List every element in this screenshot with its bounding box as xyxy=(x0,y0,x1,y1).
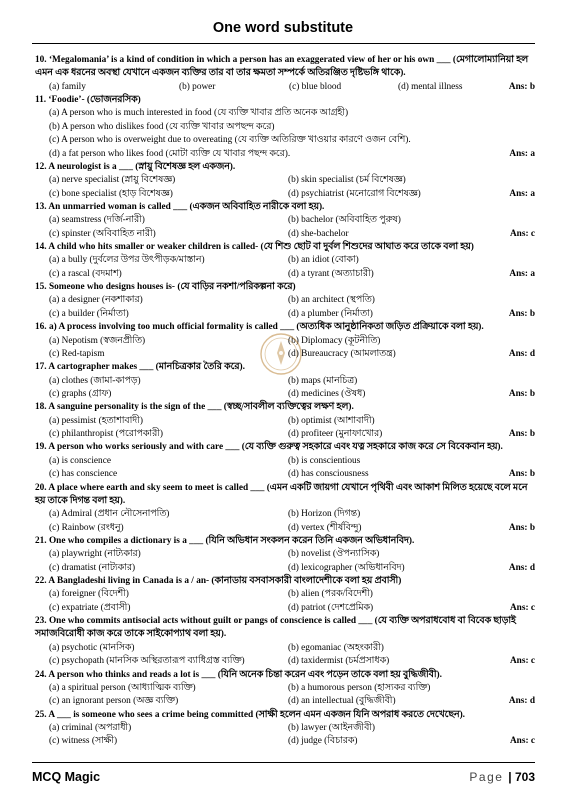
question-stem: 24. A person who thinks and reads a lot is ___ (যিনি অনেক চিন্তা করেন এবং পড়েন তাকে বলা হয় বুদ্ধিজীবী). xyxy=(35,669,442,680)
option: (b) egomaniac (অহংকারী) xyxy=(288,642,384,653)
option-row xyxy=(35,642,535,655)
answer-key: Ans: c xyxy=(509,656,535,667)
option: (c) has conscience xyxy=(49,469,118,480)
option-row xyxy=(35,522,535,535)
answer-key: Ans: b xyxy=(508,308,535,319)
question-stem: 11. ‘Foodie’- (ভোজনরসিক) xyxy=(35,95,141,106)
question-stem: 12. A neurologist is a ___ (স্নায়ু বিশেষজ্ঞ হল একজন). xyxy=(35,161,236,172)
option: (c) witness (সাক্ষী) xyxy=(49,736,118,747)
answer-key: Ans: b xyxy=(508,429,535,440)
option: (d) a plumber (নির্মাতা) xyxy=(288,308,373,319)
option-row xyxy=(35,682,535,695)
question-stem: 22. A Bangladeshi living in Canada is a / an- (কানাডায় বসবাসকারী বাংলাদেশীকে বলা হয় প্রবাসী) xyxy=(35,576,402,587)
option-row xyxy=(35,655,535,668)
option: (d) has consciousness xyxy=(288,469,369,480)
question-stem: 17. A cartographer makes ___ (মানচিত্রকার তৈরি করে). xyxy=(35,362,245,373)
option: (c) an ignorant person (অজ্ঞ ব্যক্তি) xyxy=(49,696,179,707)
option: (a) criminal (অপরাধী) xyxy=(49,722,132,733)
option: (b) optimist (আশাবাদী) xyxy=(288,415,375,426)
option-row xyxy=(35,134,535,147)
question-block xyxy=(35,241,535,281)
option: (d) a tyrant (অত্যাচারী) xyxy=(288,268,374,279)
option: (d) an intellectual (বুদ্ধিজীবী) xyxy=(288,696,396,707)
option-row xyxy=(35,148,535,161)
option: (a) pessimist (হতাশাবাদী) xyxy=(49,415,143,426)
question-stem: 20. A place where earth and sky seem to meet is called ___ (এমন একটি জায়গা যেখানে পৃথিবী এবং আকাশ মিলিত হয়েছে বলে মনে হয় তাকে দিগন্ত বলা হয়). xyxy=(35,482,528,506)
question-stem: 15. Someone who designs houses is- (যে বাড়ির নকশা/পরিকল্পনা করে) xyxy=(35,282,296,293)
option-row xyxy=(35,722,535,735)
answer-key: Ans: c xyxy=(509,228,535,239)
option: (d) Bureaucracy (আমলাতন্ত্র) xyxy=(288,348,396,359)
option: (b) skin specialist (চর্ম বিশেষজ্ঞ) xyxy=(288,175,406,186)
question-block xyxy=(35,575,535,615)
question-list xyxy=(35,54,535,749)
option: (d) psychiatrist (মনোরোগ বিশেষজ্ঞ) xyxy=(288,188,421,199)
header-rule xyxy=(32,43,535,44)
question-block xyxy=(35,54,535,94)
option: (d) judge (বিচারক) xyxy=(288,736,358,747)
option-row xyxy=(35,308,535,321)
option: (c) spinster (অবিবাহিত নারী) xyxy=(49,228,156,239)
option: (c) Red-tapism xyxy=(49,348,105,359)
option-row xyxy=(35,695,535,708)
option: (a) A person who is much interested in food (যে ব্যক্তি খাবার প্রতি অনেক আগ্রহী) xyxy=(49,108,349,119)
option: (a) is conscience xyxy=(49,455,111,466)
option-row xyxy=(35,562,535,575)
option: (c) bone specialist (হাড় বিশেষজ্ঞ) xyxy=(49,188,173,199)
option-row xyxy=(35,455,535,468)
answer-key: Ans: c xyxy=(509,602,535,613)
question-stem: 25. A ___ is someone who sees a crime being committed (সাক্ষী হলেন এমন একজন যিনি অপরাধ করতে দেখেছেন). xyxy=(35,709,466,720)
question-stem: 23. One who commits antisocial acts without guilt or pangs of conscience is called ___ (যে ব্যক্তি অপরাধবোধ বা বিবেক ছাড়াই সমাজবিরোধী কাজ করে তাকে সাইকোপ্যাথ বলা হয়). xyxy=(35,616,516,640)
option-row xyxy=(35,588,535,601)
answer-key: Ans: d xyxy=(508,348,535,359)
option: (a) a spiritual person (আধ্যাত্মিক ব্যক্তি) xyxy=(49,682,196,693)
option: (c) dramatist (নাট্যকার) xyxy=(49,562,136,573)
option-row xyxy=(35,468,535,481)
answer-key: Ans: b xyxy=(508,81,535,92)
option-row xyxy=(35,268,535,281)
option: (d) she-bachelor xyxy=(288,228,349,239)
option: (b) power xyxy=(179,81,216,92)
option: (a) playwright (নাট্যকার) xyxy=(49,549,141,560)
option-row xyxy=(35,294,535,307)
option-row xyxy=(35,508,535,521)
option: (b) novelist (ঔপন্যাসিক) xyxy=(288,549,380,560)
option-row xyxy=(35,81,535,94)
option-row xyxy=(35,388,535,401)
option: (c) a builder (নির্মাতা) xyxy=(49,308,129,319)
option-row xyxy=(35,214,535,227)
option-row xyxy=(35,602,535,615)
footer-rule xyxy=(32,762,535,763)
page-number: 703 xyxy=(514,770,535,784)
option-row xyxy=(35,121,535,134)
question-stem: 14. A child who hits smaller or weaker children is called- (যে শিশু ছোট বা দুর্বল শিশুদের আঘাত করে তাকে বলা হয়) xyxy=(35,242,474,253)
option: (a) clothes (জামা-কাপড়) xyxy=(49,375,141,386)
option: (c) blue blood xyxy=(289,81,342,92)
option: (b) bachelor (অবিবাহিত পুরুষ) xyxy=(288,215,401,226)
option: (c) philanthropist (পরোপকারী) xyxy=(49,429,163,440)
option: (d) lexicographer (অভিধানবিদ) xyxy=(288,562,405,573)
question-block xyxy=(35,441,535,481)
option: (c) Rainbow (রংধনু) xyxy=(49,522,124,533)
option-row xyxy=(35,548,535,561)
option-row xyxy=(35,174,535,187)
option: (b) lawyer (আইনজীবী) xyxy=(288,722,376,733)
option-row xyxy=(35,428,535,441)
page-title: One word substitute xyxy=(212,20,354,36)
answer-key: Ans: d xyxy=(508,696,535,707)
answer-key: Ans: c xyxy=(509,736,535,747)
question-block xyxy=(35,615,535,668)
answer-key: Ans: b xyxy=(508,469,535,480)
answer-key: Ans: d xyxy=(508,562,535,573)
option: (a) foreigner (বিদেশী) xyxy=(49,589,129,600)
question-stem: 19. A person who works seriously and with care ___ (যে ব্যক্তি গুরুত্ব সহকারে এবং যত্ন সহকারে কাজ করে সে বিবেকবান হয়). xyxy=(35,442,503,453)
question-block xyxy=(35,94,535,161)
option: (a) psychotic (মানসিক) xyxy=(49,642,135,653)
question-block xyxy=(35,482,535,535)
option: (d) medicines (ঔষধ) xyxy=(288,388,366,399)
option: (a) seamstress (দর্জি-নারী) xyxy=(49,215,145,226)
question-block xyxy=(35,709,535,749)
option-row xyxy=(35,188,535,201)
answer-key: Ans: b xyxy=(508,388,535,399)
option-row xyxy=(35,107,535,120)
question-stem: 21. One who compiles a dictionary is a ___ (যিনি অভিধান সংকলন করেন তিনি একজন অভিধানবিদ). xyxy=(35,535,415,546)
option: (c) A person who is overweight due to overeating (যে ব্যক্তি অতিরিক্ত খাওয়ার কারণে ওজন বেশি). xyxy=(49,135,411,146)
option-row xyxy=(35,735,535,748)
option: (b) Horizon (দিগন্ত) xyxy=(288,509,361,520)
question-block xyxy=(35,281,535,321)
option: (b) alien (পরক/বিদেশী) xyxy=(288,589,373,600)
option: (a) Admiral (প্রধান নৌসেনাপতি) xyxy=(49,509,170,520)
option: (b) Diplomacy (কূটনীতি) xyxy=(288,335,381,346)
answer-key: Ans: a xyxy=(509,148,535,159)
option: (d) a fat person who likes food (মোটা ব্যক্তি যে খাবার পছন্দ করে). xyxy=(49,148,291,159)
option: (c) a rascal (বদমাশ) xyxy=(49,268,122,279)
question-block xyxy=(35,669,535,709)
question-block xyxy=(35,401,535,441)
option: (c) psychopath (মানসিক অস্থিরতারূপ ব্যাধিগ্রস্ত ব্যক্তি) xyxy=(49,656,245,667)
option: (a) Nepotism (স্বজনপ্রীতি) xyxy=(49,335,146,346)
question-stem: 13. An unmarried woman is called ___ (একজন অবিবাহিত নারীকে বলা হয়). xyxy=(35,201,325,212)
pen-logo-icon xyxy=(258,331,304,377)
option: (d) mental illness xyxy=(398,81,463,92)
option: (b) a humorous person (হাস্যকর ব্যক্তি) xyxy=(288,682,431,693)
option: (d) taxidermist (চর্মপ্রসাধক) xyxy=(288,656,390,667)
option: (d) patriot (দেশপ্রেমিক) xyxy=(288,602,374,613)
footer-brand: MCQ Magic xyxy=(32,770,101,784)
question-stem: 18. A sanguine personality is the sign of the ___ (স্বচ্ছ/সাবলীল ব্যক্তিত্বের লক্ষণ হল). xyxy=(35,402,354,413)
option: (b) A person who dislikes food (যে ব্যক্তি খাবার অপছন্দ করে) xyxy=(49,121,275,132)
option-row xyxy=(35,254,535,267)
question-block xyxy=(35,535,535,575)
option: (d) profiteer (মুনাফাখোর) xyxy=(288,429,383,440)
question-stem: 16. a) A process involving too much official formality is called ___ (অত্যধিক আনুষ্ঠানিকতা জড়িত প্রক্রিয়াকে বলা হয়). xyxy=(35,322,484,333)
option: (b) is conscientious xyxy=(288,455,361,466)
option: (b) an idiot (বোকা) xyxy=(288,255,359,266)
option: (a) a bully (দুর্বলের উপর উৎপীড়ক/মাস্তান) xyxy=(49,255,205,266)
option: (a) family xyxy=(49,81,86,92)
option-row xyxy=(35,415,535,428)
option: (c) graphs (গ্রাফ) xyxy=(49,388,112,399)
answer-key: Ans: a xyxy=(509,188,535,199)
option: (b) maps (মানচিত্র) xyxy=(288,375,358,386)
answer-key: Ans: b xyxy=(508,522,535,533)
question-block xyxy=(35,201,535,241)
option: (a) nerve specialist (স্নায়ু বিশেষজ্ঞ) xyxy=(49,175,176,186)
page-label: Page xyxy=(469,770,504,784)
answer-key: Ans: a xyxy=(509,268,535,279)
page-indicator: Page | 703 xyxy=(469,770,535,784)
question-block xyxy=(35,161,535,201)
question-stem: 10. ‘Megalomania’ is a kind of condition in which a person has an exaggerated view of her or his own ___ (মেগালোম্যানিয়া হল এমন এক ধরনের অবস্থা যেখানে একজন ব্যক্তির তার বা তার ক্ষমতা সম্পর্কে অতিরঞ্জিত দৃষ্টিভঙ্গি থাকে). xyxy=(35,55,529,79)
option: (d) vertex (শীর্ষবিন্দু) xyxy=(288,522,362,533)
option: (c) expatriate (প্রবাসী) xyxy=(49,602,131,613)
option: (a) a designer (নকশাকার) xyxy=(49,295,143,306)
option: (b) an architect (স্থপতি) xyxy=(288,295,375,306)
option-row xyxy=(35,228,535,241)
